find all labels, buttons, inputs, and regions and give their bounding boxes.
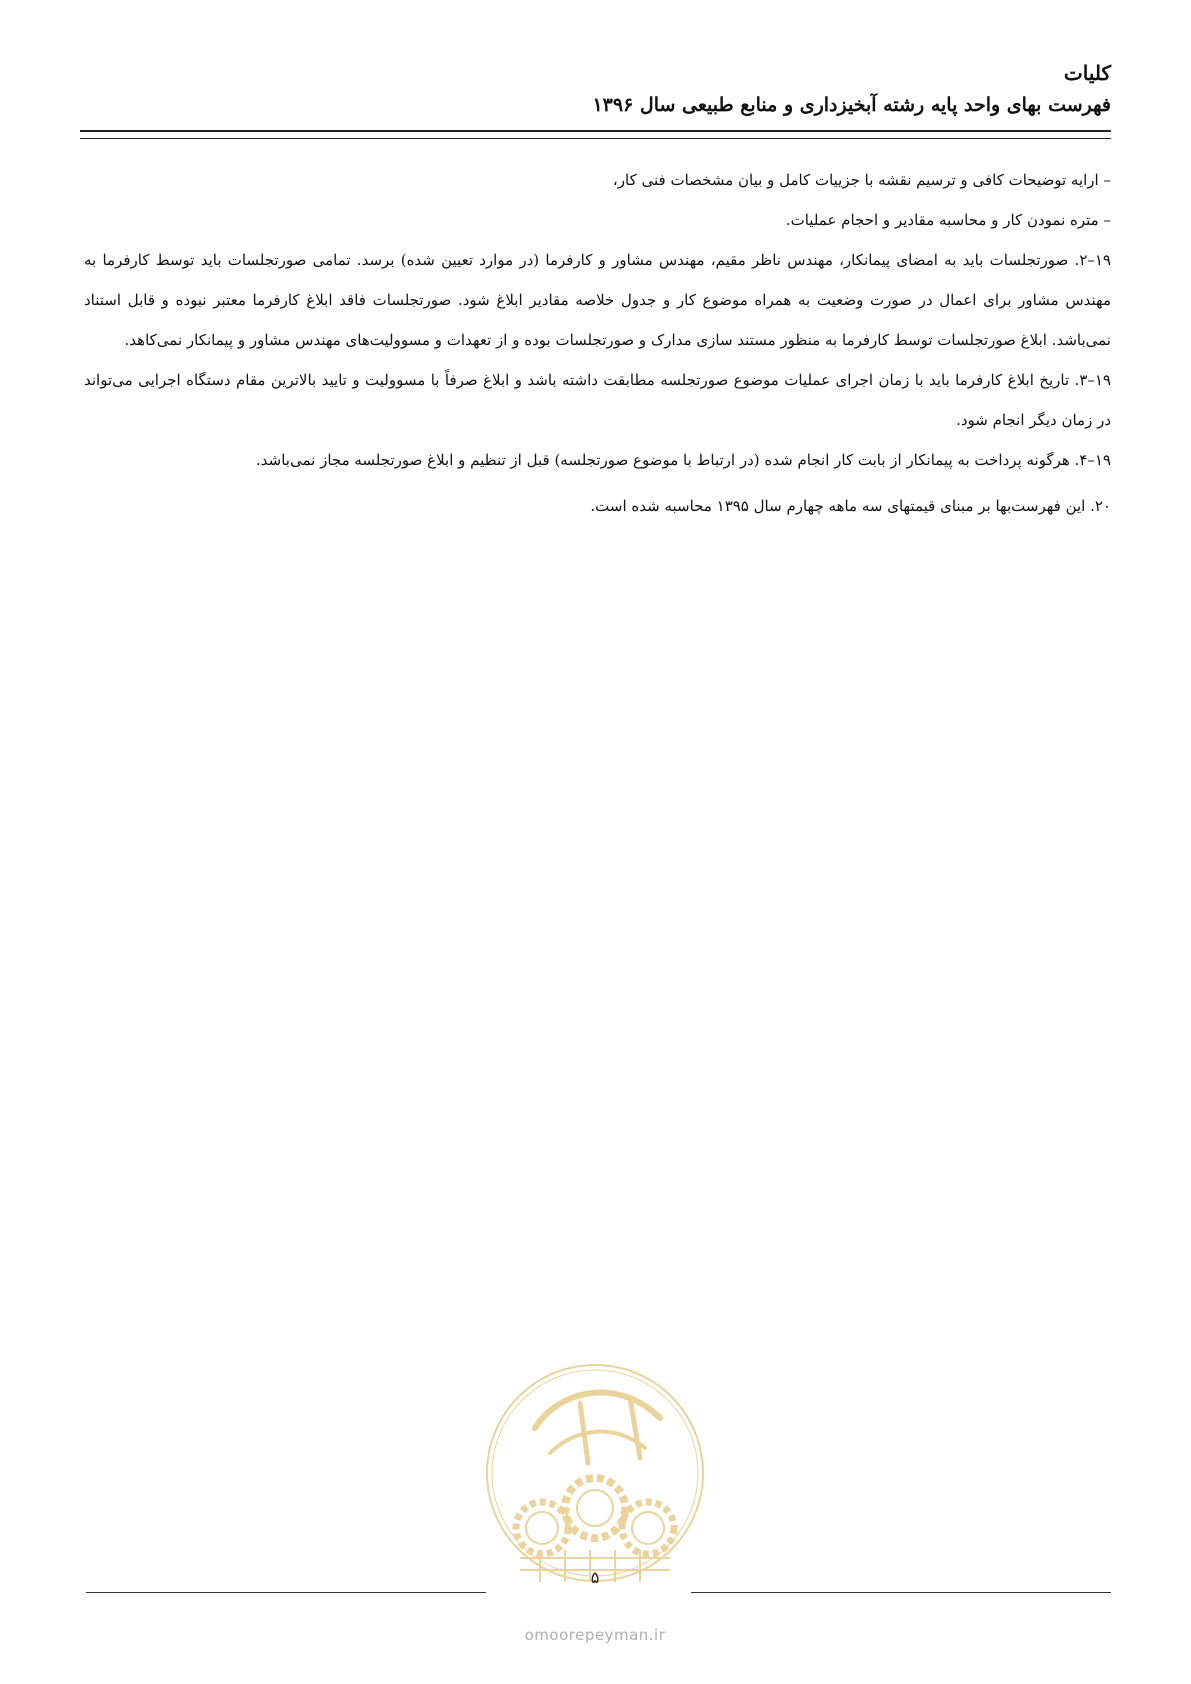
header-divider <box>80 130 1111 139</box>
page-number: ۵ <box>590 1568 600 1587</box>
document-body <box>84 160 1111 526</box>
bullet-item: – ارایه توضیحات کافی و ترسیم نقشه با جزییات کامل و بیان مشخصات فنی کار، <box>612 171 1111 189</box>
clause-19-3: ۱۹–۳. تاریخ ابلاغ کارفرما باید با زمان اجرای عملیات موضوع صورتجلسه مطابقت داشته باشد و ابلاغ صرفاً با مسوولیت و تایید بالاترین مقام دستگاه اجرایی می‌تواند در زمان دیگر انجام شود. <box>84 371 1111 429</box>
footer-divider-right <box>691 1592 1111 1593</box>
bullet-item: – متره نمودن کار و محاسبه مقادیر و احجام عملیات. <box>785 211 1111 229</box>
page-header <box>80 58 1111 120</box>
clause-20: ۲۰. این فهرست‌بها بر مبنای قیمتهای سه ماهه چهارم سال ۱۳۹۵ محاسبه شده است. <box>590 497 1111 515</box>
section-title: کلیات <box>1063 61 1111 85</box>
document-title: فهرست بهای واحد پایه رشته آبخیزداری و منابع طبیعی سال ۱۳۹۶ <box>592 94 1111 116</box>
clause-19-4: ۱۹–۴. هرگونه پرداخت به پیمانکار از بابت کار انجام شده (در ارتباط با موضوع صورتجلسه) قبل از تنظیم و ابلاغ صورتجلسه مجاز نمی‌باشد. <box>256 451 1111 469</box>
footer-divider-left <box>86 1592 486 1593</box>
watermark-logo <box>480 1358 710 1588</box>
clause-19-2: ۱۹–۲. صورتجلسات باید به امضای پیمانکار، مهندس ناظر مقیم، مهندس مشاور و کارفرما (در موارد تعیین شده) برسد. تمامی صورتجلسات باید توسط کارفرما به مهندس مشاور برای اعمال در صورت وضعیت به همراه موضوع کار و جدول خلاصه مقادیر ابلاغ شود. صورتجلسات فاقد ابلاغ کارفرما معتبر نبوده و قابل استناد نمی‌باشد. ابلاغ صورتجلسات توسط کارفرما به منظور مستند سازی مدارک و صورتجلسات بوده و از تعهدات و مسوولیت‌های مهندس مشاور و پیمانکار نمی‌کاهد. <box>84 251 1111 349</box>
watermark-url: omoorepeyman.ir <box>524 1626 666 1644</box>
